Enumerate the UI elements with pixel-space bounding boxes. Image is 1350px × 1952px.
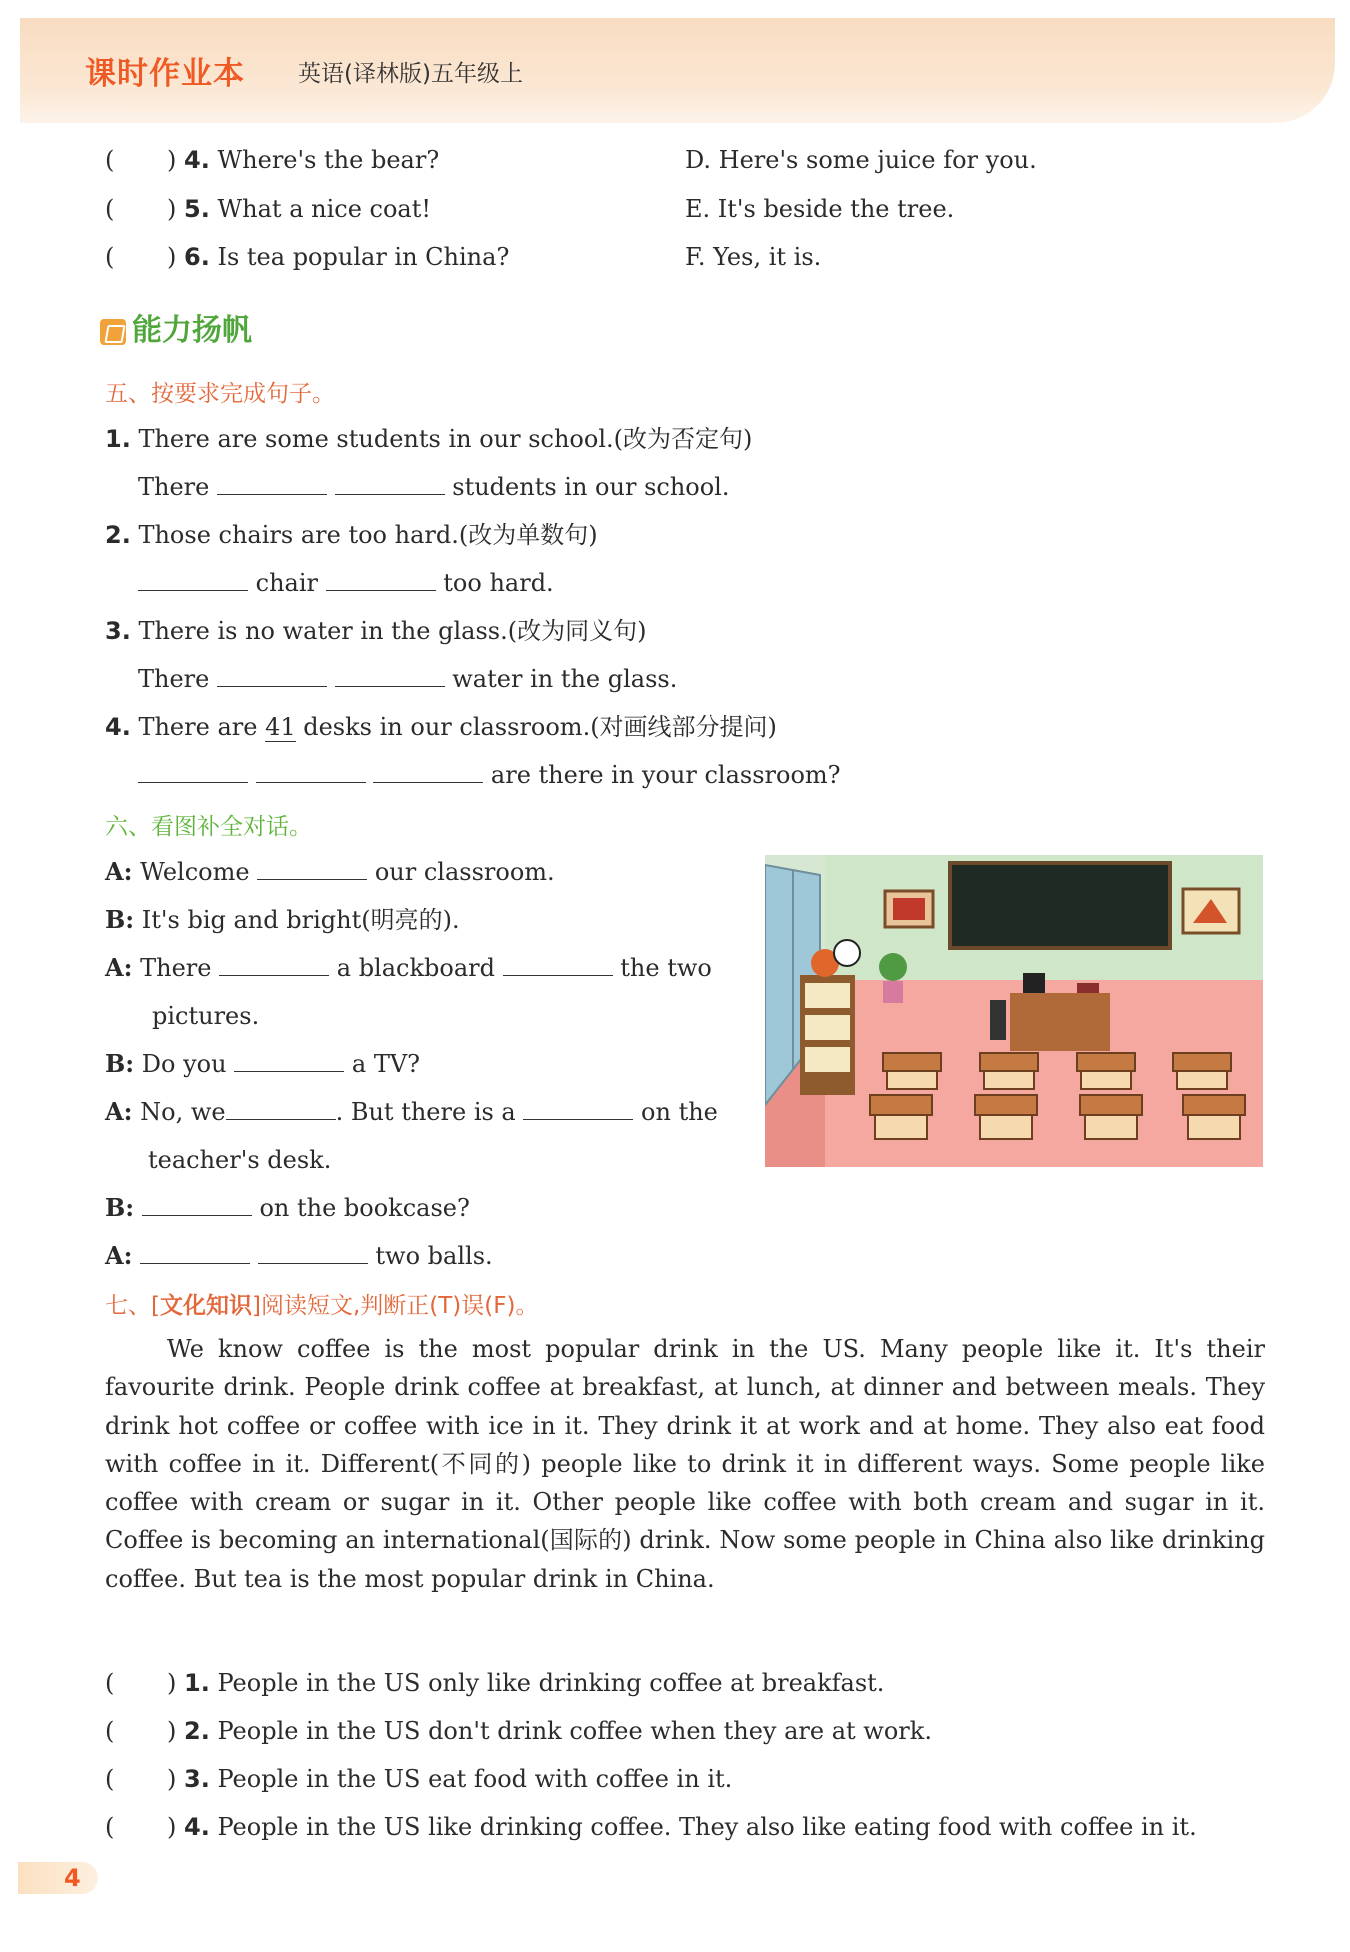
answer-blank[interactable] [234,1049,344,1072]
answer-blank[interactable] [258,1241,368,1264]
page-number-tab [18,1862,98,1894]
dialog-line-3-cont: pictures. [152,1002,260,1030]
answer-blank[interactable] [256,760,366,783]
answer-blank[interactable] [335,664,445,687]
answer-blank[interactable] [503,953,613,976]
match-item-6: ( ) 6. Is tea popular in China? [105,243,510,271]
answer-blank[interactable] [142,1193,252,1216]
answer-blank[interactable] [217,664,327,687]
dialog-line-3: A: There a blackboard the two [105,953,712,982]
dialog-line-4: B: Do you a TV? [105,1049,421,1078]
answer-blank[interactable] [138,568,248,591]
underlined-number: 41 [265,713,296,741]
dialog-line-1: A: Welcome our classroom. [105,857,555,886]
sec5-q4: 4. There are 41 desks in our classroom.(对画线部分提问) [105,713,777,741]
section-7-title: 七、[文化知识]阅读短文,判断正(T)误(F)。 [105,1293,539,1319]
answer-blank[interactable] [217,472,327,495]
section-5-title: 五、按要求完成句子。 [105,381,335,407]
page-number: 4 [64,1864,81,1892]
match-item-5: ( ) 5. What a nice coat! [105,195,432,223]
book-title: 课时作业本 [85,56,245,92]
dialog-line-5: A: No, we . But there is a on the [105,1097,718,1126]
ability-heading: 能力扬帆 [100,305,252,349]
match-option-f: F. Yes, it is. [685,243,822,271]
answer-blank[interactable] [138,760,248,783]
answer-blank[interactable] [226,1097,336,1120]
match-option-e: E. It's beside the tree. [685,195,955,223]
classroom-illustration [765,855,1263,1167]
answer-blank[interactable] [140,1241,250,1264]
answer-blank[interactable] [335,472,445,495]
reading-passage: We know coffee is the most popular drink in the US. Many people like it. It's their favourite drink. People drink coffee at breakfast, at lunch, at dinner and between meals. They drink hot coffee or coffee with ice in it. They drink it at work and at home. They also eat food with coffee in it. Different(不同的) people like to drink it in different ways. Some people like coffee with cream or sugar in it. Other people like coffee with both cream and sugar in it. Coffee is becoming an international(国际的) drink. Now some people in China also like drinking coffee. But tea is the most popular drink in China. [105,1335,1265,1593]
answer-blank[interactable] [523,1097,633,1120]
answer-blank[interactable] [373,760,483,783]
sec5-q3: 3. There is no water in the glass.(改为同义句) [105,617,647,645]
sec5-a3: There water in the glass. [138,665,678,693]
sec5-a4: are there in your classroom? [138,760,841,790]
answer-blank[interactable] [219,953,329,976]
sec5-a1: There students in our school. [138,473,730,501]
section-6-title: 六、看图补全对话。 [105,814,312,840]
judge-item-3: ( ) 3. People in the US eat food with coffee in it. [105,1765,733,1793]
sec5-q2: 2. Those chairs are too hard.(改为单数句) [105,521,598,549]
book-subtitle: 英语(译林版)五年级上 [298,61,523,87]
dialog-line-6: B: on the bookcase? [105,1193,470,1222]
sec5-q1: 1. There are some students in our school.(改为否定句) [105,425,753,453]
sec5-a2: chair too hard. [138,568,554,598]
judge-item-2: ( ) 2. People in the US don't drink coffee when they are at work. [105,1717,932,1745]
dialog-line-5-cont: teacher's desk. [148,1146,332,1174]
judge-item-1: ( ) 1. People in the US only like drinking coffee at breakfast. [105,1669,885,1697]
answer-blank[interactable] [257,857,367,880]
answer-blank[interactable] [326,568,436,591]
match-option-d: D. Here's some juice for you. [685,146,1037,174]
dialog-line-7: A: two balls. [105,1241,493,1270]
judge-item-4: ( ) 4. People in the US like drinking coffee. They also like eating food with coffee in it. [105,1813,1197,1841]
dialog-line-2: B: It's big and bright(明亮的). [105,905,460,934]
sail-icon [100,319,126,345]
match-item-4: ( ) 4. Where's the bear? [105,146,440,174]
